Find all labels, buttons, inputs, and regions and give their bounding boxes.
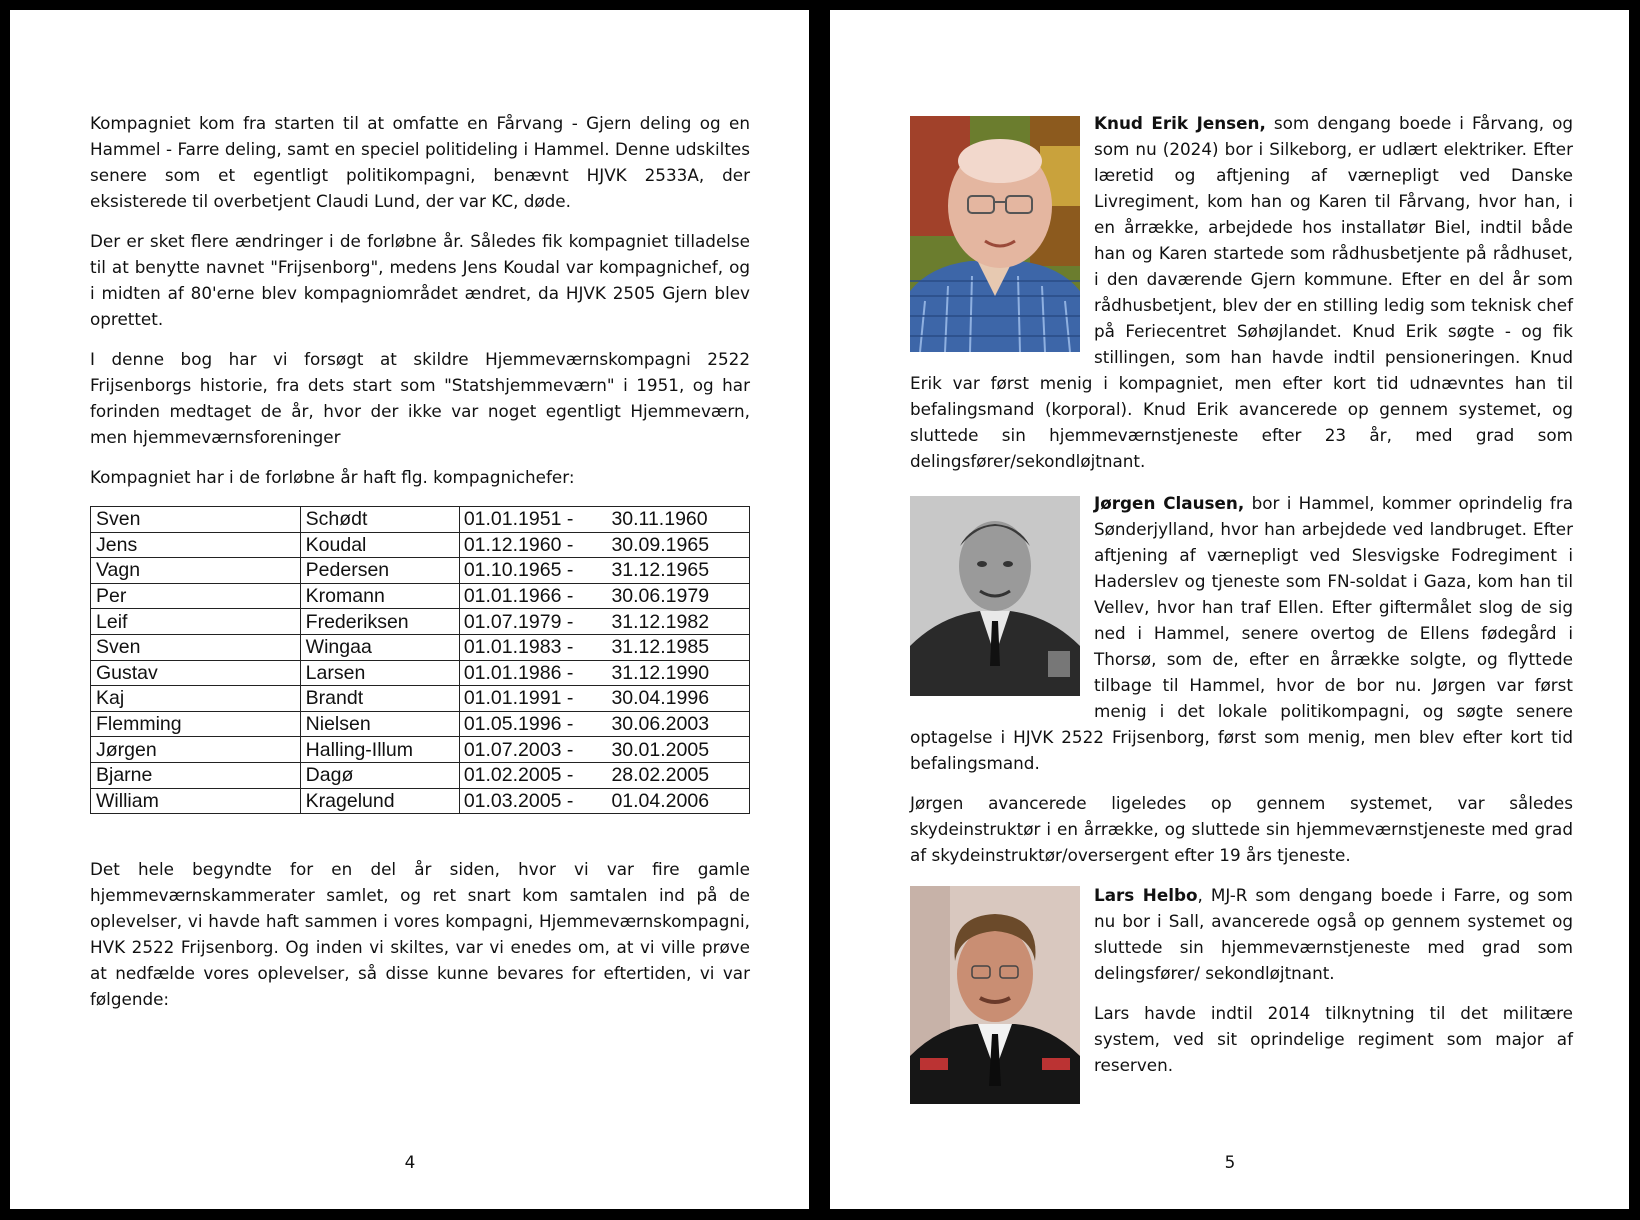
chief-last-name: Koudal — [300, 532, 459, 558]
chief-first-name: Leif — [91, 609, 301, 635]
chief-first-name: Vagn — [91, 558, 301, 584]
chief-first-name: Bjarne — [91, 762, 301, 788]
chief-start-date: 01.07.1979 - — [459, 609, 611, 635]
page-number: 5 — [1224, 1152, 1236, 1172]
table-row — [91, 507, 750, 533]
chief-end-date: 30.09.1965 — [611, 532, 749, 558]
portrait-knud-erik-jensen — [910, 116, 1080, 352]
chief-last-name: Kromann — [300, 583, 459, 609]
chief-first-name: Flemming — [91, 711, 301, 737]
chief-start-date: 01.01.1983 - — [459, 634, 611, 660]
paragraph: Der er sket flere ændringer i de forløbne år. Således fik kompagniet tilladelse til at benytte navnet "Frijsenborg", medens Jens Koudal var kompagnichef, og i midten af 80'erne blev kompagniområdet ændret, da HJVK 2505 Gjern blev oprettet. — [90, 231, 750, 329]
table-row — [91, 558, 750, 584]
chief-end-date: 30.06.1979 — [611, 583, 749, 609]
chief-end-date: 30.11.1960 — [611, 507, 749, 533]
chief-first-name: Gustav — [91, 660, 301, 686]
portrait-jorgen-clausen — [910, 496, 1080, 696]
closing-text — [90, 856, 750, 1026]
chief-end-date: 01.04.2006 — [611, 788, 749, 814]
bio-text: som dengang boede i Fårvang, og som nu (2024) bor i Silkeborg, er udlært elektriker. Efter læretid og aftjening af værnepligt ved Danske Livregiment, kom han og Karen til Fårvang, hvor han, i en årrække, arbejdede hos installatør Biel, indtil både han og Karen startede som rådhusbetjente på rådhuset, i den daværende Gjern kommune. Efter en del år som rådhusbetjent, blev der en stilling ledig som teknisk chef på Feriecentret Søhøjlandet. Knud Erik søgte - og fik stillingen, som han havde indtil pensioneringen. Knud Erik var først menig i kompagniet, men efter kort tid udnævntes han til befalingsmand (korporal). Knud Erik avancerede op gennem systemet, og sluttede sin hjemmeværnstjeneste efter 23 år, med grad som delingsfører/sekondløjtnant. — [910, 113, 1573, 471]
bio-lars-helbo — [910, 882, 1573, 1078]
paragraph: Lars havde indtil 2014 tilknytning til det militære system, ved sit oprindelige regiment som major af reserven. — [1094, 1003, 1573, 1075]
chief-first-name: Jens — [91, 532, 301, 558]
chief-end-date: 30.01.2005 — [611, 737, 749, 763]
chief-first-name: Jørgen — [91, 737, 301, 763]
chief-last-name: Halling-Illum — [300, 737, 459, 763]
chief-start-date: 01.12.1960 - — [459, 532, 611, 558]
chief-first-name: Kaj — [91, 686, 301, 712]
chief-start-date: 01.01.1991 - — [459, 686, 611, 712]
chief-end-date: 30.06.2003 — [611, 711, 749, 737]
chief-last-name: Nielsen — [300, 711, 459, 737]
table-row — [91, 788, 750, 814]
chief-first-name: Sven — [91, 634, 301, 660]
table-row — [91, 711, 750, 737]
bio-name: Lars Helbo — [1094, 885, 1198, 905]
table-row — [91, 532, 750, 558]
chief-start-date: 01.10.1965 - — [459, 558, 611, 584]
table-row — [91, 634, 750, 660]
chief-end-date: 31.12.1985 — [611, 634, 749, 660]
chief-last-name: Wingaa — [300, 634, 459, 660]
chief-first-name: Sven — [91, 507, 301, 533]
chief-last-name: Dagø — [300, 762, 459, 788]
chief-end-date: 31.12.1965 — [611, 558, 749, 584]
table-row — [91, 660, 750, 686]
chief-last-name: Kragelund — [300, 788, 459, 814]
portrait-lars-helbo — [910, 886, 1080, 1104]
paragraph: Kompagniet har i de forløbne år haft flg. kompagnichefer: — [90, 467, 575, 487]
chief-start-date: 01.01.1986 - — [459, 660, 611, 686]
chief-start-date: 01.01.1966 - — [459, 583, 611, 609]
table-row — [91, 686, 750, 712]
table-row — [91, 737, 750, 763]
table-row — [91, 762, 750, 788]
biographies — [910, 110, 1573, 1108]
chief-last-name: Brandt — [300, 686, 459, 712]
bio-text: bor i Hammel, kommer oprindelig fra Sønderjylland, hvor han arbejdede ved landbruget. Efter aftjening af værnepligt ved Slesvigske Fodregiment i Haderslev og tjeneste som FN-soldat i Gaza, kom han til Vellev, hvor han traf Ellen. Efter giftermålet slog de sig ned i Hammel, senere overtog de Ellens fødegård i Thorsø, som de, efter en årrække solgte, og flyttede tilbage til Hammel, hvor de bor nu. Jørgen var først menig i det lokale politikompagni, og søgte senere optagelse i HJVK 2522 Frijsenborg, først som menig, men blev efter kort tid befalingsmand. — [910, 493, 1573, 773]
bio-jorgen-clausen-continued: Jørgen avancerede ligeledes op gennem systemet, var således skydeinstruktør i en årrække, og sluttede sin hjemmeværnstjeneste med grad af skydeinstruktør/oversergent efter 19 års tjeneste. — [910, 793, 1573, 865]
paragraph: I denne bog har vi forsøgt at skildre Hjemmeværnskompagni 2522 Frijsenborgs historie, fra dets start som "Statshjemmeværn" i 1951, og har forinden medtaget de år, hvor der ikke var noget egentligt Hjemmeværn, men hjemmeværnsforeninger — [90, 349, 750, 447]
chief-start-date: 01.07.2003 - — [459, 737, 611, 763]
company-chiefs-table — [90, 506, 750, 814]
chief-first-name: William — [91, 788, 301, 814]
chief-end-date: 31.12.1982 — [611, 609, 749, 635]
bio-knud-erik-jensen — [910, 110, 1573, 474]
chief-last-name: Pedersen — [300, 558, 459, 584]
chief-end-date: 30.04.1996 — [611, 686, 749, 712]
chief-start-date: 01.01.1951 - — [459, 507, 611, 533]
chief-start-date: 01.03.2005 - — [459, 788, 611, 814]
chief-first-name: Per — [91, 583, 301, 609]
chief-end-date: 28.02.2005 — [611, 762, 749, 788]
bio-jorgen-clausen — [910, 490, 1573, 776]
intro-text — [90, 110, 750, 504]
chief-start-date: 01.05.1996 - — [459, 711, 611, 737]
bio-name: Knud Erik Jensen, — [1094, 113, 1266, 133]
chief-end-date: 31.12.1990 — [611, 660, 749, 686]
page-5 — [830, 10, 1629, 1209]
page-4 — [10, 10, 809, 1209]
bio-text: , MJ-R som dengang boede i Farre, og som nu bor i Sall, avancerede også op gennem systemet og sluttede sin hjemmeværnstjeneste med grad som delingsfører/ sekondløjtnant. — [1094, 885, 1574, 983]
chief-start-date: 01.02.2005 - — [459, 762, 611, 788]
chief-last-name: Schødt — [300, 507, 459, 533]
chief-last-name: Frederiksen — [300, 609, 459, 635]
paragraph: Det hele begyndte for en del år siden, hvor vi var fire gamle hjemmeværnskammerater samlet, og ret snart kom samtalen ind på de oplevelser, vi havde haft sammen i vores kompagni, Hjemmeværnskompagni, HVK 2522 Frijsenborg. Og inden vi skiltes, var vi enedes om, at vi ville prøve at nedfælde vores oplevelser, så disse kunne bevares for eftertiden, vi var følgende: — [90, 859, 750, 1009]
chief-last-name: Larsen — [300, 660, 459, 686]
table-row — [91, 609, 750, 635]
paragraph: Kompagniet kom fra starten til at omfatte en Fårvang - Gjern deling og en Hammel - Farre deling, samt en speciel politideling i Hammel. Denne udskiltes senere som et egentligt politikompagni, benævnt HJVK 2533A, der eksisterede til overbetjent Claudi Lund, der var KC, døde. — [90, 113, 750, 211]
page-number: 4 — [404, 1152, 416, 1172]
bio-name: Jørgen Clausen, — [1094, 493, 1245, 513]
table-row — [91, 583, 750, 609]
